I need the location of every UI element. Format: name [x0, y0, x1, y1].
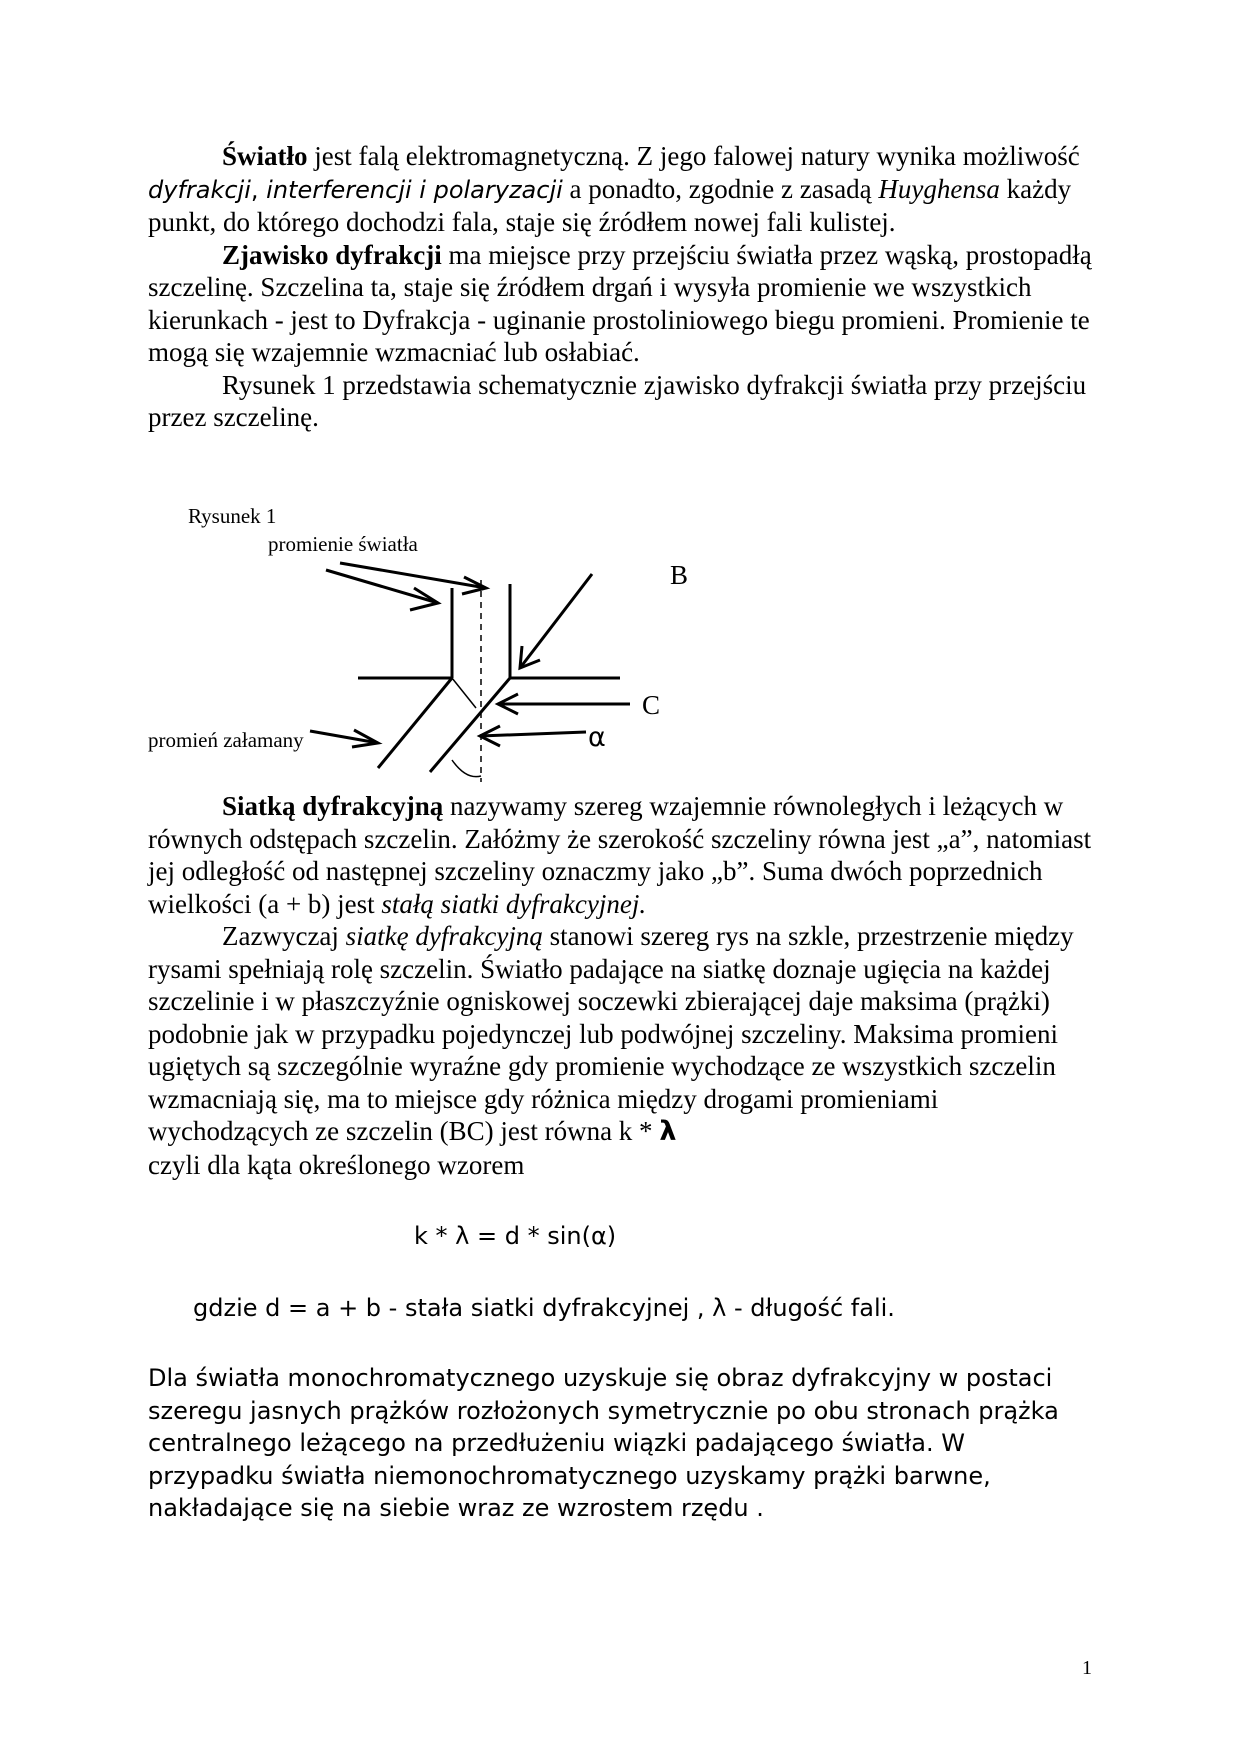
- figure-caption: Rysunek 1: [188, 504, 277, 528]
- label-light-rays: promienie światła: [268, 532, 418, 556]
- term-dyfrakcja: Zjawisko dyfrakcji: [222, 239, 442, 270]
- lambda-symbol: λ: [659, 1116, 677, 1147]
- text: stanowi szereg rys na szkle, przestrzenie między rysami spełniają rolę szczelin. Światło padające na siatkę doznaje ugięcia na każdej szczelinie i w płaszczyźnie ogniskowej soczewki zbierającej daje maksima (prążki) podobnie jak w przypadku pojedynczej lub podwójnej szczeliny. Maksima promieni ugiętych są szczególnie wyraźne gdy promienie wychodzące ze wszystkich szczelin wzmacniają się, ma to miejsce gdy różnica między drogami promieniami wychodzących ze szczelin (BC) jest równa k *: [148, 921, 1074, 1146]
- paragraph-monochromatic: [148, 1362, 1098, 1525]
- diffracted-ray-left: [378, 678, 452, 768]
- formula-definition: gdzie d = a + b - stała siatki dyfrakcyjnej , λ - długość fali.: [193, 1294, 895, 1322]
- arrow-b: [520, 574, 592, 668]
- text: ma miejsce przy przejściu światła przez wąską, prostopadłą szczelinę. Szczelina ta, staje się źródłem drgań i wysyła promienie we wszystkich kierunkach - jest to Dyfrakcja - uginanie prostoliniowego biegu promieni. Promienie te mogą się wzajemnie wzmacniać lub osłabiać.: [148, 239, 1092, 367]
- formula: k * λ = d * sin(α): [414, 1222, 617, 1250]
- text: nazywamy szereg wzajemnie równoległych i leżących w równych odstępach szczelin. Załóżmy że szerokość szczeliny równa jest „a”, natomiast jej odległość od następnej szczeliny oznaczmy jako „b”. Suma dwóch poprzednich wielkości (a + b) jest: [148, 791, 1092, 919]
- paragraph-dyfrakcja: [148, 239, 1098, 369]
- angle-arc: [452, 760, 481, 777]
- paragraph-zazwyczaj: [148, 920, 1098, 1181]
- label-alpha: α: [588, 722, 606, 753]
- paragraph-rysunek: [148, 369, 1098, 434]
- italic-text: stałą siatki dyfrakcyjnej.: [381, 888, 647, 919]
- italic-text: Huyghensa: [878, 173, 1000, 204]
- document-body-3: [148, 1362, 1098, 1525]
- term-swiatlo: Światło: [222, 141, 308, 171]
- italic-text: interferencji i polaryzacji: [266, 175, 563, 204]
- document-body: [148, 140, 1098, 434]
- text: każdy punkt, do którego dochodzi fala, staje się źródłem nowej fali kulistej.: [148, 173, 1072, 237]
- label-refracted-ray: promień załamany: [148, 728, 304, 752]
- italic-text: siatkę dyfrakcyjną: [345, 921, 543, 951]
- diffraction-diagram: [140, 500, 760, 790]
- paragraph-siatka: [148, 790, 1098, 920]
- arrow-rays-1: [326, 570, 438, 603]
- text: Dla światła monochromatycznego uzyskuje się obraz dyfrakcyjny w postaci szeregu jasnych prążków rozłożonych symetrycznie po obu stronach prążka centralnego leżącego na przedłużeniu wiązki padającego światła. W przypadku światła niemonochromatycznego uzyskamy prążki barwne, nakładające się na siebie wraz ze wzrostem rzędu .: [148, 1364, 1059, 1522]
- paragraph-swiatlo: [148, 140, 1098, 239]
- figure-diffraction: [140, 500, 760, 790]
- text: ,: [250, 175, 267, 204]
- label-b: B: [670, 560, 689, 590]
- arrow-rays-2: [340, 563, 486, 588]
- document-body-2: [148, 790, 1098, 1181]
- line-bc: [452, 678, 476, 708]
- text: jest falą elektromagnetyczną. Z jego falowej natury wynika możliwość: [307, 141, 1080, 171]
- label-c: C: [642, 690, 661, 720]
- term-siatka: Siatką dyfrakcyjną: [222, 791, 444, 821]
- text: Zazwyczaj: [222, 921, 346, 951]
- text: Rysunek 1 przedstawia schematycznie zjawisko dyfrakcji światła przy przejściu przez szczelinę.: [148, 369, 1087, 432]
- italic-text: dyfrakcji: [148, 175, 251, 204]
- text: a ponadto, zgodnie z zasadą: [562, 173, 879, 204]
- page-number: 1: [1082, 1657, 1092, 1679]
- arrow-alpha: [480, 732, 586, 736]
- text: czyli dla kąta określonego wzorem: [148, 1149, 525, 1180]
